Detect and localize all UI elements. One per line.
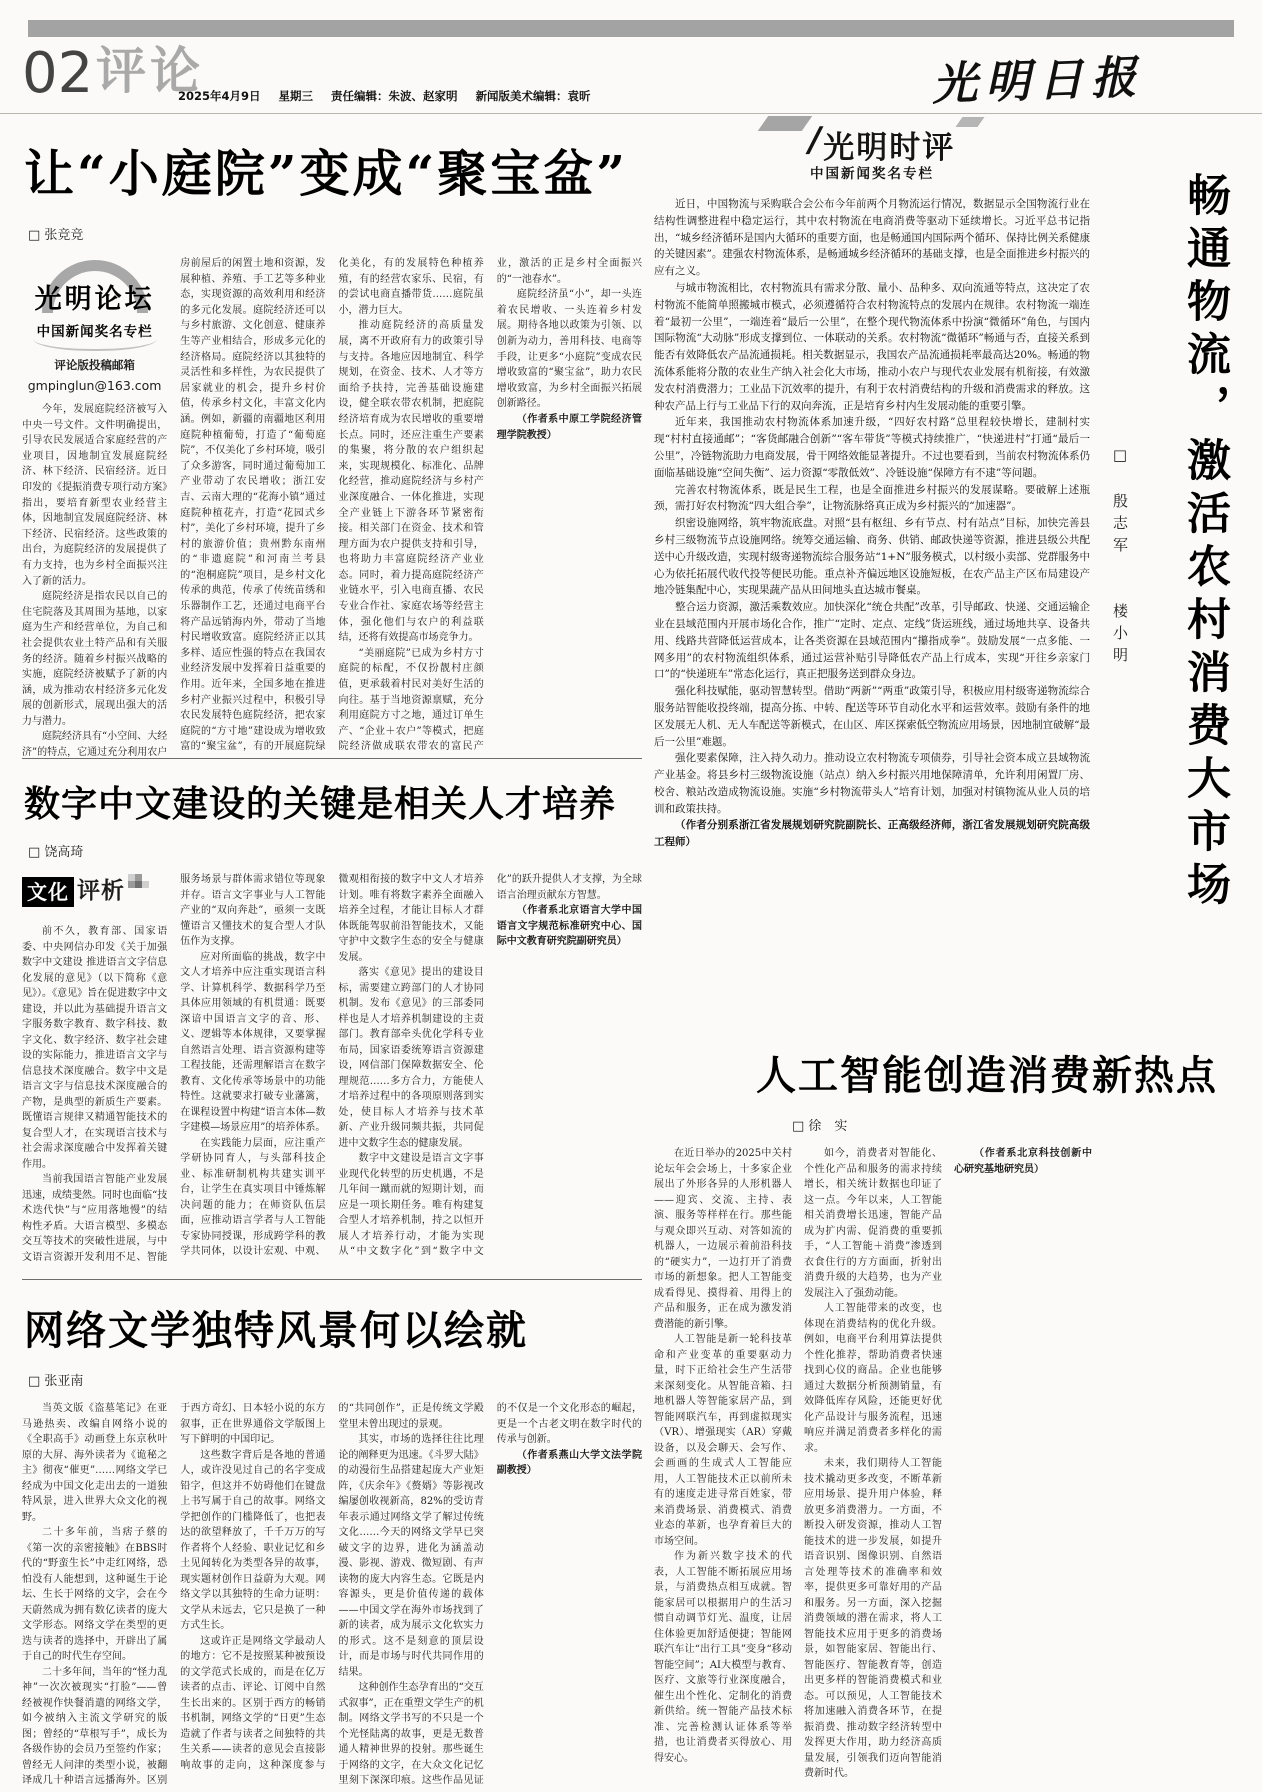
article-digital-chinese-credit: （作者系北京语言大学中国语言文字规范标准研究中心、国际中文教育研究院副研究员） [496,905,642,947]
paragraph: 在近日举办的2025中关村论坛年会会场上，十多家企业展出了外形各异的人形机器人——迎宾、交流、主持、表演、服务等样样在行。那些能与观众即兴互动、对答如流的机器人，一边展示着前沿科技的“硬实力”，一边打开了消费市场的新想象。把人工智能变成看得见、摸得着、用得上的产品和服务，正在成为激发消费潜能的新引擎。 [654,1148,792,1330]
article-ai-paragraphs [654,1146,942,1788]
paragraph: 应对所面临的挑战，数字中文人才培养中应注重实现语言科学、计算机科学、数据科学乃至具体应用领域的有机贯通：既要深谙中国语言文字的音、形、义、逻辑等本体规律，又要掌握自然语言处理、语言资源构建等工程技能，还需理解语言在数字教育、文化传承等场景中的功能特性。这就要求打破专业藩篱，在课程设置中构建“语言本体—数字建模—场景应用”的培养体系。 [180,951,326,1133]
article-courtyard-byline: □ 张竞竞 [28,228,84,243]
vertical-headline: 畅通物流，激活农村消费大市场 [1179,172,1230,914]
paragraph: 其实，市场的选择往往比理论的阐释更为迅速。《斗罗大陆》的动漫衍生品搭建起庞大产业矩阵，《庆余年》《赘婿》等影视改编屡创收视新高，82%的受访青年表示通过网络文学了解过传统文化……今天的网络文学早已突破文字的边界，进化为涵盖动漫、影视、游戏、微短剧、有声读物的庞大内容生态。它既是内容源头，更是价值传递的载体——中国文学在海外市场找到了新的读者，成为展示文化软实力的形式。这不是刻意的顶层设计，而是市场与时代共同作用的结果。 [338,1434,484,1678]
paragraph: 近年来，我国推动农村物流体系加速升级，“四好农村路”总里程较快增长，建制村实现“村村直接通邮”；“客货邮融合创新”“客车带货”等模式持续推广，“快递进村”打通“最后一公里”，冷链物流助力电商发展，骨干网络效能显著提升。不过也要看到，当前农村物流体系仍面临基础设施“空间失衡”、运力资源“零散低效”、冷链设施“保障方有不逮”等问题。 [654,416,1090,479]
article-digital-chinese-headline: 数字中文建设的关键是相关人才培养 [24,783,617,825]
paragraph: 人工智能是新一轮科技革命和产业变革的重要驱动力量，时下正给社会生产生活带来深刻变化。从智能音箱、扫地机器人等智能家居产品，到智能网联汽车，再到虚拟现实（VR）、增强现实（AR）穿戴设备，以及会聊天、会写作、会画画的生成式人工智能应用，人工智能技术正以前所未有的速度走进寻常百姓家，带来消费场景、消费模式、消费业态的革新，也孕育着巨大的市场空间。 [654,1334,792,1547]
article-courtyard-body [22,256,642,764]
paragraph: 整合运力资源，激活乘数效应。加快深化“统仓共配”改革，引导邮政、快递、交通运输企业在县域范围内开展市场化合作，推广“定时、定点、定线”货运班线，通过场地共享、设备共用、线路共营降低运营成本，让各类资源在县域范围内“攥指成拳”。鼓励发展“一点多能、一网多用”的农村物流组织体系，通过运营补贴引导降低农产品上行成本，实现“开往乡亲家门口”的“快递班车”常态化运行，真正把服务送到群众身边。 [654,601,1090,681]
article-ai-credit: （作者系北京科技创新中心研究基地研究员） [954,1148,1092,1175]
badge-stripe-icon [758,116,813,131]
weekday-text: 星期三 [278,89,314,103]
divider-rule-1 [22,758,642,759]
article-digital-chinese [22,766,642,1274]
badge-slash-icon: ∕ [808,120,822,160]
paragraph: 二十多年间，当年的“怪力乱神”一次次被现实“打脸”——曾经被视作快餐消遣的网络文学，如今被纳入主流文学研究的版图；曾经的“草根写手”，成长为各级作协的会员乃至签约作家；曾经无人问津的类型小说，被翻译成几十种语言远播海外。区别于西方奇幻、日本轻小说的东方叙事，正在世界通俗文学版图上写下鲜明的中国印记。 [22,1403,326,1786]
badge-stripe-small-icon [956,117,985,127]
article-digital-chinese-byline: □ 饶高琦 [28,845,84,860]
forum-mailbox-label: 评论版投稿邮箱 [54,358,135,373]
forum-badge-subtitle: 中国新闻奖名专栏 [36,324,153,341]
paragraph: 今年，发展庭院经济被写入中央一号文件。文件明确提出，引导农民发展适合家庭经营的产业项目，因地制宜发展庭院经济、林下经济、民宿经济。近日印发的《提振消费专项行动方案》指出，要培育新型农业经营主体，因地制宜发展庭院经济、林下经济、民宿经济。这些政策的出台，为庭院经济的发展提供了有力支持，也为乡村全面振兴注入了新的活力。 [22,404,168,587]
article-web-literature-headline: 网络文学独特风景何以绘就 [24,1307,528,1354]
paragraph: 完善农村物流体系，既是民生工程，也是全面推进乡村振兴的发展谋略。要破解上述瓶颈，需打好农村物流“四大组合拳”，让物流脉络真正成为乡村振兴的“加速器”。 [654,483,1090,513]
paragraph: 推动庭院经济的高质量发展，离不开政府有力的政策引导与支持。各地应因地制宜、科学规划，在资金、技术、人才等方面给予扶持，完善基础设施建设，健全联农带农机制，把庭院经济培育成为农民增收的重要增长点。同时，还应注重生产要素的集聚，将分散的农户组织起来，实现规模化、标准化、品牌化经营，推动庭院经济与乡村产业深度融合、一体化推进，实现全产业链上下游各环节紧密衔接。相关部门在资金、技术和管理方面为农户提供支持和引导，也将助力丰富庭院经济产业业态。同时，着力提高庭院经济产业链水平，引入电商直播、农民专业合作社、家庭农场等经营主体，强化他们与农户的利益联结，还将有效提高市场竞争力。 [338,320,484,644]
article-ai-body [654,1146,1242,1788]
paragraph: 数字中文建设是语言文字事业现代化转型的历史机遇，不是几年间一蹴而就的短期计划，而应是一项长期任务。唯有构建复合型人才培养机制，持之以恒开展人才培养行动，才能为实现从“中文数字化”到“数字中文化”的跃升提供人才支撑，为全球语言治理贡献东方智慧。 [338,874,642,1257]
vertical-headline-authors: □ 殷志军 楼小明 [1111,446,1129,669]
article-courtyard [22,118,642,758]
paragraph: 如今，消费者对智能化、个性化产品和服务的需求持续增长，相关统计数据也印证了这一点。今年以来，人工智能相关消费增长迅速，智能产品成为扩内需、促消费的重要抓手，“人工智能＋消费”渗透到衣食住行的方方面面，折射出消费升级的大趋势，也为产业发展注入了强劲动能。 [804,1148,942,1299]
culture-review-badge-text: 评析 [77,878,125,904]
paragraph: 近日，中国物流与采购联合会公布今年前两个月物流运行情况，数据显示全国物流行业在结构性调整进程中稳定运行，其中农村物流在电商消费等驱动下延续增长。习近平总书记指出，“城乡经济循环是国内大循环的重要方面，也是畅通国内国际两个循环、保持比例关系健康的关键因素”。建强农村物流体系，是畅通城乡经济循环的基础支撑，也是全面推进乡村振兴的应有之义。 [654,198,1090,278]
paragraph: 这种创作生态孕育出的“交互式叙事”，正在重塑文学生产的机制。网络文学书写的不只是一个个光怪陆离的故事，更是无数普通人精神世界的投射。那些诞生于网络的文字，在大众文化记忆里刻下深深印痕。这些作品见证的不仅是一个文化形态的崛起，更是一个古老文明在数字时代的传承与创新。 [338,1403,642,1786]
art-editor-credit: 新闻版美术编辑：袁昕 [475,89,591,103]
paragraph: 前不久，教育部、国家语委、中央网信办印发《关于加强数字中文建设 推进语言文字信息化发展的意见》（以下简称《意见》）。《意见》旨在促进数字中文建设，并以此为基础提升语言文字服务数字教育、数字科技、数字文化、数字经济、数字社会建设的实际能力，推进语言文字与信息技术深度融合。数字中文是语言文字与信息技术深度融合的产物，是典型的新质生产要素。既懂语言规律又精通智能技术的复合型人才，在实现语言技术与社会需求深度融合中发挥着关键作用。 [22,926,168,1170]
paragraph: 织密设施网络，筑牢物流底盘。对照“县有枢纽、乡有节点、村有站点”目标，加快完善县乡村三级物流节点设施网络。统筹交通运输、商务、供销、邮政快递等资源，推进县级公共配送中心升级改造，实现村级寄递物流综合服务站“1+N”服务模式，以村级小卖部、党群服务中心为依托拓展代收代投等便民功能。重点补齐偏远地区设施短板，在农产品主产区布局建设产地冷链集配中心，实现果蔬产品从田间地头直达城市餐桌。 [654,517,1090,597]
paragraph: 作为新兴数字技术的代表，人工智能不断拓展应用场景，与消费热点相互成就。智能家居可以根据用户的生活习惯自动调节灯光、温度，让居住体验更加舒适便捷；智能网联汽车让“出行工具”变身“移动智能空间”；AI大模型与教育、医疗、文旅等行业深度融合，催生出个性化、定制化的消费新供给。统一智能产品技术标准、完善检测认证体系等举措，也让消费者买得放心、用得安心。 [654,1551,792,1764]
article-logistics-comment [654,116,1090,1016]
article-web-literature-credit: （作者系燕山大学文法学院副教授） [496,1449,642,1476]
section-title: 评论 [96,42,204,100]
forum-badge-title: 光明论坛 [34,284,155,315]
paragraph: 在实践能力层面，应注重产学研协同育人，与头部科技企业、标准研制机构共建实训平台，让学生在真实项目中锤炼解决问题的能力；在师资队伍层面，应推动语言学者与人工智能专家协同授课，形成跨学科的教学共同体，以设计宏观、中观、微观相衔接的数字中文人才培养计划。唯有将数字素养全面融入培养全过程，才能让目标人才群体既能驾驭前沿智能技术，又能守护中文数字生态的安全与健康发展。 [180,874,484,1257]
article-ai-byline: □ 徐 实 [792,1119,848,1134]
paragraph: “美丽庭院”已成为乡村方寸庭院的标配，不仅扮靓村庄颜值，更承载着村民对美好生活的向往。基于当地资源禀赋，充分利用庭院方寸之地，通过订单生产、“企业＋农户”等模式，把庭院经济做成联农带农的富民产业，激活的正是乡村全面振兴的“一池春水”。 [338,258,642,753]
article-ai-headline: 人工智能创造消费新热点 [756,1052,1218,1099]
dateline [178,88,605,104]
pixel-mosaic-icon [128,874,149,894]
paragraph: 与城市物流相比，农村物流具有需求分散、量小、品种多、双向流通等特点，这决定了农村物流不能简单照搬城市模式，必须遵循符合农村物流特点的发展内在规律。农村物流一端连着“最初一公里”，一端连着“最后一公里”，在整个现代物流体系中扮演“微循环”角色，与国内国际物流“大动脉”形成支撑到位、一体联动的关系。农村物流“微循环”畅通与否，直接关系到能否有效降低农产品流通损耗。相关数据显示，我国农产品流通损耗率最高达20%。畅通的物流体系能将分散的农业生产纳入社会化大市场，推动小农户与现代农业发展有机衔接，有效激发农村消费潜力；工业品下沉效率的提升，有利于农村消费结构的升级和消费需求的释放。这种农产品上行与工业品下行的双向奔流，正是培育乡村内生发展动能的重要引擎。 [654,281,1090,412]
header-rule [0,113,1262,114]
paragraph: 庭院经济虽“小”，却一头连着农民增收、一头连着乡村发展。期待各地以政策为引领、以创新为动力，善用科技、电商等手段，让更多“小庭院”变成农民增收致富的“聚宝盆”，助力农民增收致富，为乡村全面振兴拓展创新路径。 [496,289,642,410]
paragraph: 这些数字背后是各地的普通人，或许没见过自己的名字变成铅字，但这并不妨碍他们在键盘上书写属于自己的故事。网络文学把创作的门槛降低了，也把表达的欲望释放了，千千万万的写作者将个人经验、职业记忆和乡土见闻转化为类型各异的故事，现实题材创作日益蔚为大观。网络文学以其独特的生命力证明：文学从未远去，它只是换了一种方式生长。 [180,1449,326,1631]
article-web-literature [22,1287,642,1785]
culture-review-badge-box: 文化 [22,877,74,907]
article-logistics-credit: （作者分别系浙江省发展规划研究院副院长、正高级经济师，浙江省发展规划研究院高级工程师） [654,819,1090,849]
paragraph: 强化科技赋能，驱动智慧转型。借助“两新”“两重”政策引导，积极应用村级寄递物流综合服务站智能收投终端，提高分拣、中转、配送等环节自动化水平和运营效率。鼓励有条件的地区发展无人机、无人车配送等新模式，在山区、库区探索低空物流应用场景，因地制宜破解“最后一公里”难题。 [654,685,1090,748]
guangming-shiping-badge [654,116,1090,166]
divider-rule-2 [22,1279,642,1280]
paragraph: 庭院经济具有“小空间、大经济”的特点，它通过充分利用农户房前屋后的闲置土地和资源，发展种植、养殖、手工艺等多种业态，实现资源的高效利用和经济的多元化发展。庭院经济还可以与乡村旅游、文化创意、健康养生等产业相结合，形成多元化的经济格局。庭院经济以其独特的灵活性和多样性，为农民提供了居家就业的机会，提升乡村价值，传承乡村文化，丰富文化内涵。例如，新疆的南疆地区利用庭院种植葡萄，打造了“葡萄庭院”，不仅美化了乡村环境，吸引了众多游客，同时通过葡萄加工产业带动了农民增收；浙江安吉、云南大理的“花海小镇”通过庭院种植花卉，打造“花园式乡村”，美化了乡村环境，提升了乡村的旅游价值；贵州黔东南州的“非遗庭院”和河南兰考县的“泡桐庭院”项目，是乡村文化传承的典范，传承了传统苗绣和乐器制作工艺，还通过电商平台将产品远销海内外，带动了当地村民增收致富。庭院经济正以其多样、适应性强的特点在我国农业经济发展中发挥着日益重要的作用。近年来，全国多地在推进乡村产业振兴过程中，积极引导农民发展特色庭院经济，把农家庭院的“方寸地”建设成为增收致富的“聚宝盆”，有的开展庭院绿化美化，有的发展特色种植养殖，有的经营农家乐、民宿，有的尝试电商直播带货……庭院虽小，潜力巨大。 [22,258,484,759]
article-web-literature-byline: □ 张亚南 [28,1374,84,1389]
article-logistics-body [654,196,1090,1008]
top-gray-bar [28,20,1234,37]
paragraph: 这或许正是网络文学最动人的地方：它不是按照某种被预设的文学范式长成的，而是在亿万读者的点击、评论、订阅中自然生长出来的。区别于西方的畅销书机制，网络文学的“日更”生态造就了作者与读者之间独特的共生关系——读者的意见会直接影响故事的走向，这种深度参与的“共同创作”，正是传统文学殿堂里未曾出现过的景观。 [180,1403,484,1771]
editors-credit: 责任编辑：朱波、赵家明 [331,89,458,103]
vertical-headline-block [1098,146,1244,1026]
article-ai-consumption [654,1030,1242,1784]
article-web-literature-body [22,1401,642,1792]
paragraph: 落实《意见》提出的建设目标，需要建立跨部门的人才协同机制。发布《意见》的三部委同样也是人才培养机制建设的主责部门。教育部牵头优化学科专业布局，国家语委统筹语言资源建设，网信部门保障数据安全、伦理规范……多方合力，方能使人才培养过程中的各项原则落到实处，使目标人才培养与技术革新、产业升级同频共振，共同促进中文数字生态的健康发展。 [338,967,484,1149]
article-digital-chinese-body [22,872,642,1272]
article-courtyard-headline: 让“小庭院”变成“聚宝盆” [24,144,629,203]
paragraph: 当英文版《盗墓笔记》在亚马逊热卖、改编自网络小说的《全职高手》动画登上东京秋叶原的大屏、海外读者为《诡秘之主》彻夜“催更”……网络文学已经成为中国文化走出去的一道独特风景，进入世界大众文化的视野。 [22,1403,168,1523]
article-courtyard-credit: （作者系中原工学院经济管理学院教授） [496,413,642,441]
shiping-badge-subtitle: 中国新闻奖名专栏 [810,166,934,182]
masthead-logo: 光明日报 [931,50,1145,111]
guangming-forum-badge [22,260,167,394]
paragraph: 人工智能带来的改变，也体现在消费结构的优化升级。例如，电商平台利用算法提供个性化推荐，帮助消费者快速找到心仪的商品。企业也能够通过大数据分析预测销量，有效降低库存风险，还能更好优化产品设计与服务流程，迅速响应并满足消费者多样化的需求。 [804,1303,942,1454]
paragraph: 当前我国语言智能产业发展迅速，成绩斐然。同时也面临“技术迭代快”与“应用落地慢”的结构性矛盾。大语言模型、多模态交互等技术的突破性进展，与中文语言资源开发利用不足、智能服务场景与群体需求错位等现象并存。语言文字事业与人工智能产业的“双向奔赴”，亟须一支既懂语言又懂技术的复合型人才队伍作为支撑。 [22,874,326,1263]
culture-review-badge [22,874,167,916]
paragraph: 强化要素保障，注入持久动力。推动设立农村物流专项债券，引导社会资本成立县域物流产业基金。将县乡村三级物流设施（站点）纳入乡村振兴用地保障清单，允许利用闲置厂房、校舍、粮站改造成物流设施。实施“乡村物流带头人”培育计划，加强对村镇物流从业人员的培训和政策扶持。 [654,752,1090,815]
forum-mailbox-address: gmpinglun@163.com [27,378,162,394]
paragraph: 二十多年前，当痞子蔡的《第一次的亲密接触》在BBS时代的“野蛮生长”中走红网络，恐怕没有人能想到，这种诞生于论坛、生长于网络的文字，会在今天蔚然成为拥有数亿读者的庞大文学形态。网络文学在类型的更迭与读者的选择中，开辟出了属于自己的时代生存空间。 [22,1527,168,1662]
paragraph: 未来，我们期待人工智能技术撬动更多改变，不断革新应用场景、提升用户体验，释放更多消费潜力。一方面，不断投入研发资源，推动人工智能技术的进一步发展，如提升语音识别、图像识别、自然语言处理等技术的准确率和效率，提供更多可靠好用的产品和服务。另一方面，深入挖掘消费领域的潜在需求，将人工智能技术应用于更多的消费场景，如智能家居、智能出行、智能医疗、智能教育等，创造出更多样的智能消费模式和业态。可以预见，人工智能技术将加速融入消费各环节，在提振消费、推动数字经济转型中发挥更大作用，助力经济高质量发展，引领我们迈向智能消费新时代。 [804,1458,942,1779]
page-number: 02 [22,41,94,106]
date-text: 2025年4月9日 [178,89,261,103]
article-logistics-paragraphs [654,196,1090,817]
paragraph: 庭院经济是指农民以自己的住宅院落及其周围为基地，以家庭为生产和经营单位，为自己和社会提供农业土特产品和有关服务的经济。随着乡村振兴战略的实施，庭院经济被赋予了新的内涵，成为推动农村经济多元化发展的创新形式，展现出强大的活力与潜力。 [22,591,168,727]
shiping-badge-title: 光明时评 [823,130,956,166]
